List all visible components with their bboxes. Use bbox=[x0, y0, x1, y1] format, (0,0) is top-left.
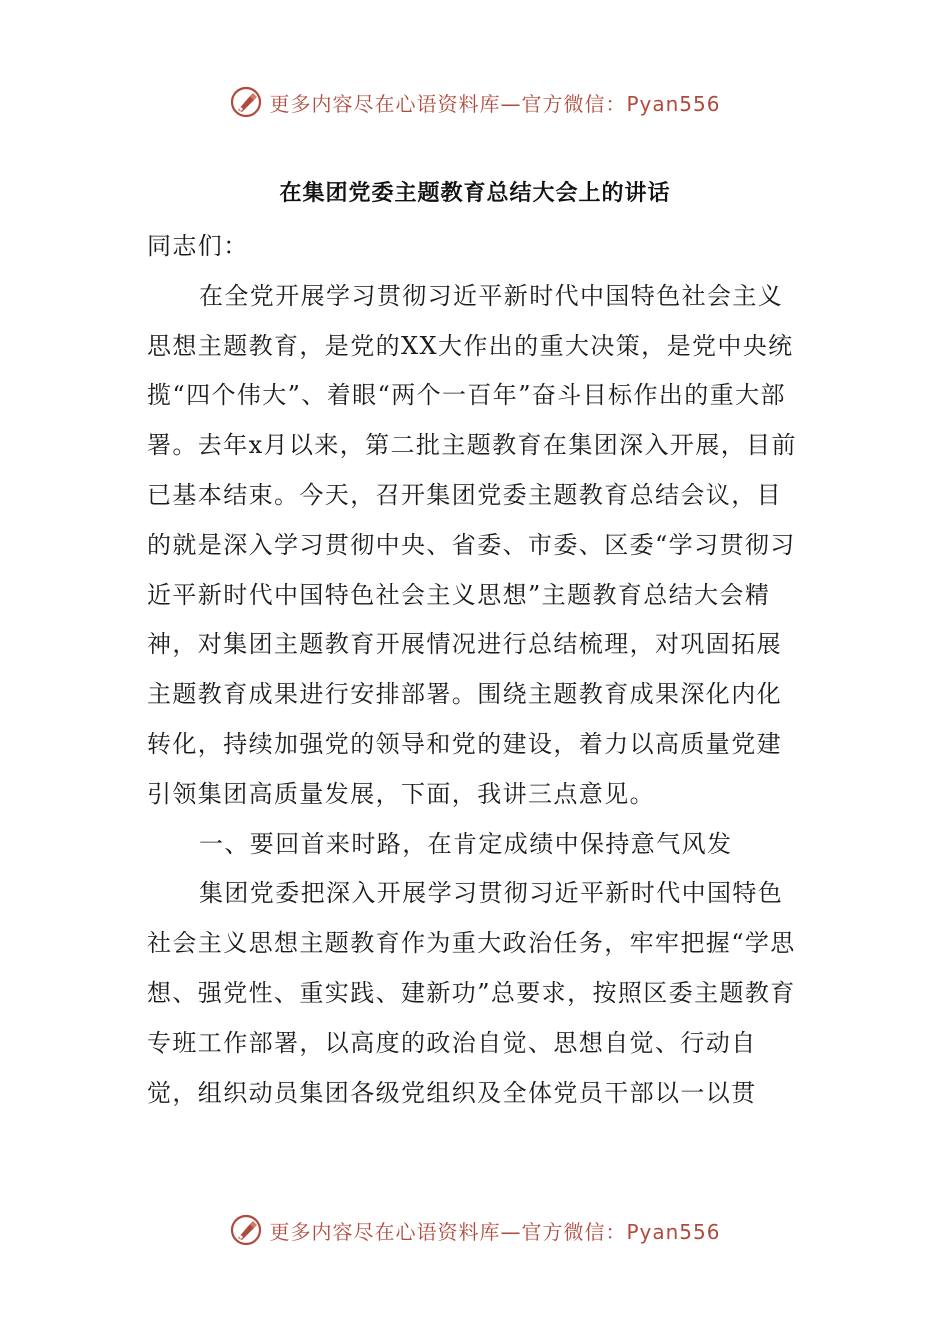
watermark-banner-bottom bbox=[0, 1210, 950, 1250]
watermark-text: 更多内容尽在心语资料库—官方微信：Pyan556 bbox=[269, 1219, 721, 1244]
section-heading: 一、要回首来时路，在肯定成绩中保持意气风发 bbox=[199, 829, 733, 858]
pen-nib-logo-icon bbox=[229, 85, 263, 119]
paragraph: 集团党委把深入开展学习贯彻习近平新时代中国特色社会主义思想主题教育作为重大政治任务，牢牢把握“学思想、强党性、重实践、建新功”总要求，按照区委主题教育专班工作部署，以高度的政治自觉、思想自觉、行动自觉，组织动员集团各级党组织及全体党员干部以一以贯 bbox=[147, 879, 796, 1107]
watermark-text: 更多内容尽在心语资料库—官方微信：Pyan556 bbox=[269, 91, 721, 116]
watermark-banner-top bbox=[0, 82, 950, 122]
document-title: 在集团党委主题教育总结大会上的讲话 bbox=[279, 181, 671, 206]
paragraph: 在全党开展学习贯彻习近平新时代中国特色社会主义思想主题教育，是党的XX大作出的重大决策，是党中央统揽“四个伟大”、着眼“两个一百年”奋斗目标作出的重大部署。去年x月以来，第二批主题教育在集团深入开展，目前已基本结束。今天，召开集团党委主题教育总结会议，目的就是深入学习贯彻中央、省委、市委、区委“学习贯彻习近平新时代中国特色社会主义思想”主题教育总结大会精神，对集团主题教育开展情况进行总结梳理，对巩固拓展主题教育成果进行安排部署。围绕主题教育成果深化内化转化，持续加强党的领导和党的建设，着力以高质量党建引领集团高质量发展，下面，我讲三点意见。 bbox=[147, 281, 797, 808]
pen-nib-logo-icon bbox=[229, 1213, 263, 1247]
salutation: 同志们： bbox=[147, 232, 249, 260]
document-body bbox=[147, 222, 797, 1118]
